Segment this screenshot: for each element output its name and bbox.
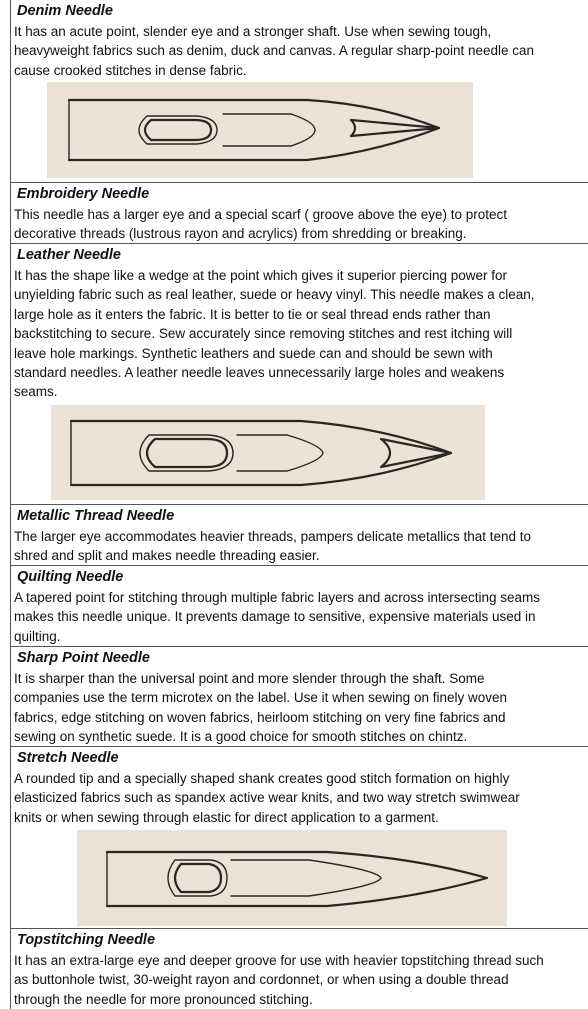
description-line: through the needle for more pronounced stitching. bbox=[14, 991, 313, 1007]
description-line: leave hole markings. Synthetic leathers and suede can and should be sewn with bbox=[14, 345, 493, 361]
entry-quilting-needle bbox=[11, 565, 588, 646]
entry-title: Topstitching Needle bbox=[17, 932, 156, 948]
leather-needle-point-icon bbox=[51, 405, 485, 500]
denim-needle-point-icon bbox=[47, 82, 473, 178]
entry-leather-needle bbox=[11, 243, 588, 504]
description-line: The larger eye accommodates heavier threads, pampers delicate metallics that tend to bbox=[14, 529, 532, 544]
description-line: It has an acute point, slender eye and a stronger shaft. Use when sewing tough, bbox=[14, 24, 492, 39]
description-line: as buttonhole twist, 30-weight rayon and cordonnet, or when using a double thread bbox=[14, 972, 509, 988]
entry-denim-needle bbox=[11, 0, 588, 182]
description-line: elasticized fabrics such as spandex active wear knits, and two way stretch swimwear bbox=[14, 790, 520, 806]
description-line: seams. bbox=[14, 384, 58, 400]
entry-description bbox=[14, 205, 586, 244]
entry-description bbox=[14, 769, 586, 827]
entry-title: Leather Needle bbox=[17, 247, 121, 263]
description-line: unyielding fabric such as real leather, suede or heavy vinyl. This needle makes a clean, bbox=[14, 287, 535, 303]
description-line: standard needles. A leather needle leaves unnecessarily large holes and weakens bbox=[14, 365, 505, 381]
entry-description bbox=[14, 266, 586, 402]
description-line: It has an extra-large eye and deeper groove for use with heavier topstitching thread such bbox=[14, 953, 544, 968]
entry-description bbox=[14, 22, 586, 80]
description-line: cause crooked stitches in dense fabric. bbox=[14, 62, 247, 78]
description-line: heavyweight fabrics such as denim, duck and canvas. A regular sharp-point needle can bbox=[14, 43, 535, 59]
entry-title: Stretch Needle bbox=[17, 750, 119, 766]
entry-title: Embroidery Needle bbox=[17, 186, 150, 202]
description-line: A tapered point for stitching through multiple fabric layers and across intersecting seams bbox=[14, 590, 541, 605]
entry-topstitching-needle bbox=[11, 928, 588, 1009]
stretch-needle-point-icon bbox=[77, 830, 507, 926]
description-line: makes this needle unique. It prevents damage to sensitive, expensive materials used in bbox=[14, 609, 536, 625]
description-line: A rounded tip and a specially shaped shank creates good stitch formation on highly bbox=[14, 771, 510, 786]
description-line: companies use the term microtex on the label. Use it when sewing on finely woven bbox=[14, 690, 508, 706]
description-line: This needle has a larger eye and a special scarf ( groove above the eye) to protect bbox=[14, 207, 508, 222]
description-line: large hole as it enters the fabric. It is better to tie or seal thread ends rather than bbox=[14, 306, 491, 322]
entry-sharp-point-needle bbox=[11, 646, 588, 746]
description-line: quilting. bbox=[14, 628, 61, 644]
description-line: It is sharper than the universal point and more slender through the shaft. Some bbox=[14, 671, 485, 686]
description-line: sewing on synthetic suede. It is a good choice for smooth stitches on chintz. bbox=[14, 729, 468, 745]
entry-description bbox=[14, 588, 586, 646]
entry-description bbox=[14, 527, 586, 566]
description-line: fabrics, edge stitching on woven fabrics, heirloom stitching on very fine fabrics and bbox=[14, 709, 506, 725]
entry-title: Quilting Needle bbox=[17, 569, 124, 585]
entry-title: Sharp Point Needle bbox=[17, 650, 150, 666]
needle-types-table bbox=[10, 0, 588, 1009]
entry-title: Metallic Thread Needle bbox=[17, 508, 175, 524]
entry-embroidery-needle bbox=[11, 182, 588, 243]
description-line: decorative threads (lustrous rayon and acrylics) from shredding or breaking. bbox=[14, 226, 467, 242]
entry-metallic-thread-needle bbox=[11, 504, 588, 565]
description-line: It has the shape like a wedge at the point which gives it superior piercing power for bbox=[14, 268, 508, 283]
entry-description bbox=[14, 951, 586, 1009]
entry-stretch-needle bbox=[11, 746, 588, 928]
entry-description bbox=[14, 669, 586, 747]
description-line: shred and split and makes needle threading easier. bbox=[14, 548, 320, 564]
description-line: knits or when sewing through elastic for direct application to a garment. bbox=[14, 809, 439, 825]
description-line: backstitching to secure. Sew accurately since removing stitches and rest itching will bbox=[14, 326, 513, 342]
entry-title: Denim Needle bbox=[17, 3, 113, 19]
